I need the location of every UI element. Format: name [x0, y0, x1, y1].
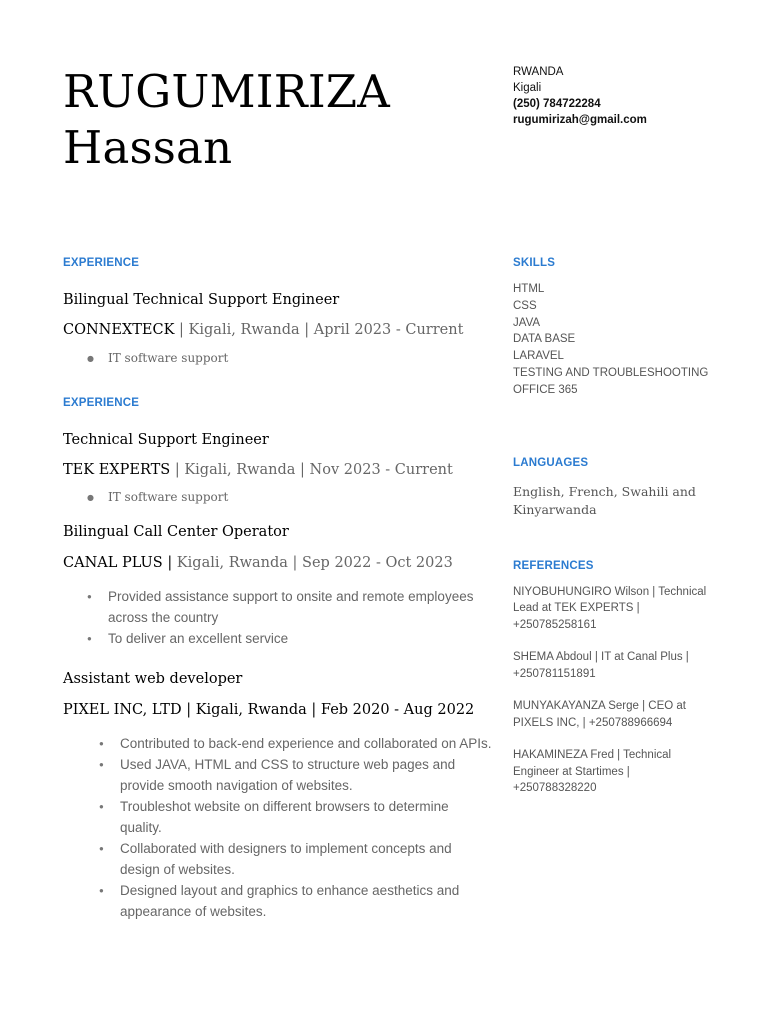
- list-item: HTML: [513, 283, 545, 295]
- job-company-line: [63, 553, 493, 573]
- list-item: ● Collaborated with designers to implement concepts and design of websites.: [63, 838, 493, 880]
- contact-email: rugumirizah@gmail.com: [513, 114, 647, 126]
- reference-item: NIYOBUHUNGIRO Wilson | Technical Lead at TEK EXPERTS | +250785258161: [513, 585, 707, 631]
- job-details: | Kigali, Rwanda | April 2023 - Current: [174, 322, 464, 338]
- job-title: Bilingual Technical Support Engineer: [63, 292, 340, 308]
- reference-item: SHEMA Abdoul | IT at Canal Plus | +250781151891: [513, 651, 689, 680]
- list-item: ● Used JAVA, HTML and CSS to structure web pages and provide smooth navigation of websites.: [63, 754, 493, 796]
- experience-heading: EXPERIENCE: [63, 397, 140, 409]
- list-item: TESTING AND TROUBLESHOOTING: [513, 366, 709, 379]
- reference-item: MUNYAKAYANZA Serge | CEO at PIXELS INC, | +250788966694: [513, 700, 686, 729]
- job-bullets: [63, 348, 493, 369]
- list-item: ● Provided assistance support to onsite and remote employees across the country: [63, 586, 493, 628]
- job-company-line: [63, 700, 493, 720]
- skills-heading: SKILLS: [513, 257, 556, 269]
- first-name: Hassan: [63, 121, 233, 174]
- list-item: ● IT software support: [63, 487, 493, 508]
- experience-column: [63, 255, 493, 922]
- list-item: OFFICE 365: [513, 383, 578, 396]
- job-title: Technical Support Engineer: [63, 432, 269, 448]
- list-item: ● IT software support: [63, 348, 493, 369]
- list-item: ● To deliver an excellent service: [63, 628, 493, 649]
- list-item: LARAVEL: [513, 350, 564, 363]
- job-details: Kigali, Rwanda | Sep 2022 - Oct 2023: [172, 555, 453, 571]
- job-company: CONNEXTECK: [63, 322, 175, 338]
- list-item: ● Troubleshot website on different browsers to determine quality.: [63, 796, 493, 838]
- candidate-name: [63, 64, 483, 176]
- job-company-line: [63, 320, 493, 340]
- sidebar-column: [513, 255, 713, 797]
- skills-list: [513, 281, 713, 399]
- last-name: RUGUMIRIZA: [63, 65, 390, 118]
- job-title: Assistant web developer: [63, 671, 243, 687]
- contact-phone: (250) 784722284: [513, 98, 601, 110]
- list-item: JAVA: [513, 316, 541, 329]
- contact-info: [513, 64, 743, 128]
- job-company: PIXEL INC, LTD | Kigali, Rwanda | Feb 2020 - Aug 2022: [63, 702, 475, 718]
- job-bullets: [63, 733, 493, 922]
- job-bullets: [63, 586, 493, 649]
- contact-city: Kigali: [513, 82, 542, 94]
- job-details: | Kigali, Rwanda | Nov 2023 - Current: [170, 462, 453, 478]
- references-heading: REFERENCES: [513, 559, 594, 572]
- reference-item: HAKAMINEZA Fred | Technical Engineer at Startimes | +250788328220: [513, 749, 672, 795]
- experience-heading: EXPERIENCE: [63, 257, 140, 269]
- job-company: CANAL PLUS |: [63, 555, 173, 571]
- contact-country: RWANDA: [513, 66, 564, 78]
- list-item: ● Designed layout and graphics to enhance aesthetics and appearance of websites.: [63, 880, 493, 922]
- job-title: Bilingual Call Center Operator: [63, 524, 289, 540]
- job-bullets: [63, 487, 493, 508]
- languages-heading: LANGUAGES: [513, 456, 589, 469]
- list-item: DATA BASE: [513, 333, 576, 346]
- job-company: TEK EXPERTS: [63, 462, 171, 478]
- job-company-line: [63, 460, 493, 480]
- list-item: ● Contributed to back-end experience and collaborated on APIs.: [63, 733, 493, 754]
- languages-text: English, French, Swahili and Kinyarwanda: [513, 483, 696, 517]
- list-item: CSS: [513, 299, 537, 312]
